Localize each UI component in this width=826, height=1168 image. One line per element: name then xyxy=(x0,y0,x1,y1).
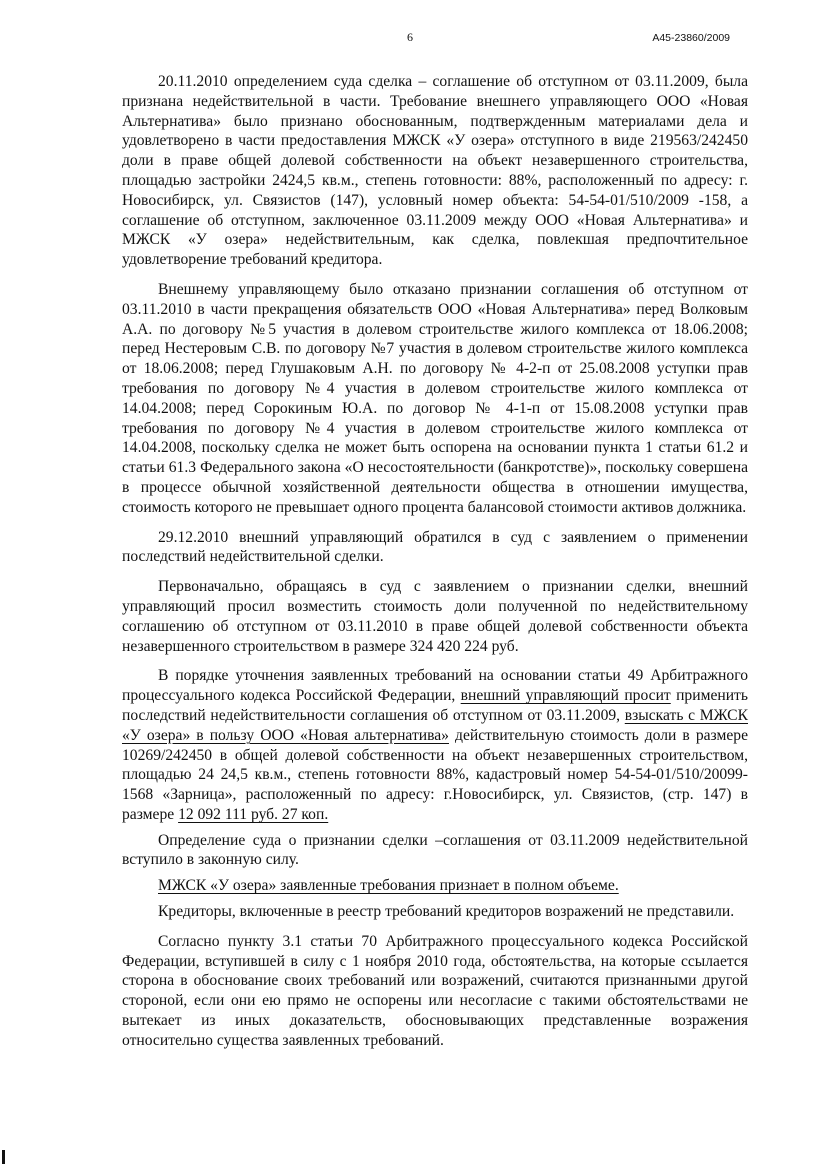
paragraph-5-text-a: В порядке уточнения заявленных требований на основании статьи 49 Арбитражного процессуального кодекса Российской Федерации, xyxy=(122,667,748,705)
underlined-amount: 12 092 111 руб. 27 коп. xyxy=(178,805,329,823)
paragraph-9: Согласно пункту 3.1 статьи 70 Арбитражного процессуального кодекса Российской Федерации, вступившей в силу с 1 ноября 2010 года, обстоятельства, на которые ссылается сторона в обоснование своих требований или возражений, считаются признанными другой стороной, если они ею прямо не оспорены или несогласие с такими обстоятельствами не вытекает из иных доказательств, обосновывающих представленные возражения относительно существа заявленных требований. xyxy=(122,932,748,1049)
paragraph-2: Внешнему управляющему было отказано признании соглашения об отступном от 03.11.2010 в части прекращения обязательств ООО «Новая Альтернатива» перед Волковым А.А. по договору №5 участия в долевом строительстве жилого комплекса от 18.06.2008; перед Нестеровым С.В. по договору №7 участия в долевом строительстве жилого комплекса от 18.06.2008; перед Глушаковым А.Н. по договору № 4-2-п от 25.08.2008 уступки прав требования по договору №4 участия в долевом строительстве жилого комплекса от 14.04.2008; перед Сорокиным Ю.А. по договор № 4-1-п от 15.08.2008 уступки прав требования по договору №4 участия в долевом строительстве жилого комплекса от 14.04.2008, поскольку сделка не может быть оспорена на основании пункта 1 статьи 61.2 и статьи 61.3 Федерального закона «О несостоятельности (банкротстве)», поскольку совершена в процессе обычной хозяйственной деятельности общества в отношении имущества, стоимость которого не превышает одного процента балансовой стоимости активов должника. xyxy=(122,280,748,516)
paragraph-6: Определение суда о признании сделки –соглашения от 03.11.2009 недействительной вступило в законную силу. xyxy=(122,831,748,869)
paragraph-4: Первоначально, обращаясь в суд с заявлением о признании сделки, внешний управляющий просил возместить стоимость доли полученной по недействительному соглашению об отступном от 03.11.2010 в праве общей долевой собственности объекта незавершенного строительством в размере 324 420 224 руб. xyxy=(122,578,748,655)
paragraph-5-text-b: применить последствий недействительности соглашения об отступном от 03.11.2009, xyxy=(122,687,748,724)
paragraph-5-text-c: действительную стоимость доли в размере 10269/242450 в общей долевой собственности на объект незавершенных строительством, площадью 24 24,5 кв.м., степень готовности 88%, кадастровый номер 54-54-01/510/20099-1568 «Зарница», расположенный по адресу: г.Новосибирск, ул. Связистов, (стр. 147) в размере xyxy=(122,726,749,823)
underlined-recognition: МЖСК «У озера» заявленные требования признает в полном объеме. xyxy=(158,877,619,895)
page-number: 6 xyxy=(407,30,413,44)
scan-margin-mark xyxy=(2,1150,5,1164)
case-number: А45-23860/2009 xyxy=(652,32,730,44)
document-body xyxy=(122,72,748,1061)
paragraph-3: 29.12.2010 внешний управляющий обратился в суд с заявлением о применении последствий недействительной сделки. xyxy=(122,528,748,566)
paragraph-1: 20.11.2010 определением суда сделка – соглашение об отступном от 03.11.2009, была признана недействительной в части. Требование внешнего управляющего ООО «Новая Альтернатива» было признано обоснованным, подтвержденным материалами дела и удовлетворено в части предоставления МЖСК «У озера» отступного в виде 219563/242450 доли в праве общей долевой собственности на объект незавершенного строительства, площадью застройки 2424,5 кв.м., степень готовности: 88%, расположенный по адресу: г. Новосибирск, ул. Связистов (147), условный номер объекта: 54-54-01/510/2009 -158, а соглашение об отступном, заключенное 03.11.2009 между ООО «Новая Альтернатива» и МЖСК «У озера» недействительным, как сделка, повлекшая предпочтительное удовлетворение требований кредитора. xyxy=(122,73,748,269)
paragraph-7 xyxy=(122,876,748,896)
paragraph-8: Кредиторы, включенные в реестр требований кредиторов возражений не представили. xyxy=(158,903,735,921)
paragraph-5 xyxy=(122,666,748,824)
underlined-phrase-1: внешний управляющий просит xyxy=(460,687,671,705)
underlined-phrase-2: взыскать с МЖСК «У озера» в пользу ООО «Новая альтернатива» xyxy=(122,706,748,744)
